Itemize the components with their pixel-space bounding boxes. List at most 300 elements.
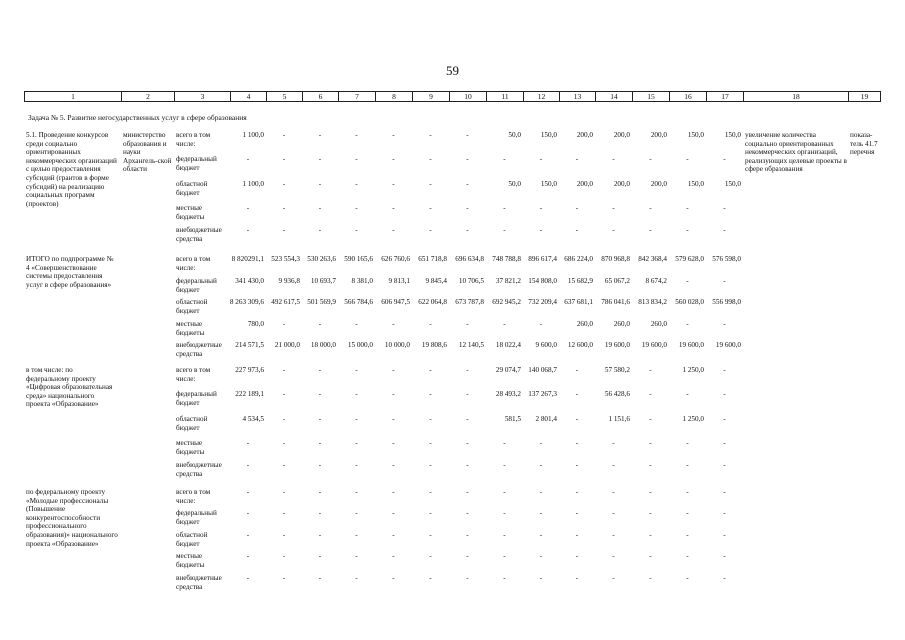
funding-value: 150,0 [687, 180, 704, 188]
funding-value: - [649, 439, 652, 447]
expected-result: увеличение количества социально ориентированных некоммерческих организаций, реализующих целевые проекты в сфере образования [745, 131, 847, 174]
funding-value: 606 947,5 [381, 298, 410, 306]
funding-value: - [246, 226, 250, 234]
column-number-6: 6 [303, 92, 339, 102]
funding-value: - [539, 155, 543, 163]
funding-value: - [318, 155, 322, 163]
column-number-3: 3 [175, 92, 231, 102]
funding-value: 140 068,7 [528, 366, 557, 374]
funding-value: - [282, 226, 286, 234]
funding-value: - [503, 461, 506, 469]
funding-value: - [466, 204, 469, 212]
funding-value: - [392, 131, 395, 139]
funding-value: - [686, 488, 689, 496]
funding-value: - [355, 131, 358, 139]
column-number-17: 17 [707, 92, 744, 102]
funding-value: 523 554,3 [271, 255, 300, 263]
funding-value: 29 074,7 [495, 366, 521, 374]
column-number-19: 19 [849, 92, 881, 102]
funding-value: - [686, 552, 689, 560]
funding-value: - [429, 155, 432, 163]
funding-value: 626 760,6 [381, 255, 410, 263]
funding-value: - [282, 320, 286, 328]
funding-value: - [723, 552, 726, 560]
funding-value: - [686, 277, 689, 285]
funding-value: - [355, 439, 358, 447]
funding-value: - [466, 390, 469, 398]
funding-value: 18 000,0 [310, 341, 336, 349]
funding-value: - [466, 226, 469, 234]
funding-value: 1 151,6 [608, 415, 630, 423]
funding-value: - [575, 204, 579, 212]
funding-value: 10 693,7 [310, 277, 336, 285]
funding-source-label: областной бюджет [176, 298, 208, 315]
funding-value: - [466, 574, 469, 582]
responsible-executor: министерство образования и науки Архангель-ской области [123, 131, 172, 174]
funding-source-label: всего в том числе: [176, 255, 211, 272]
funding-source-label: федеральный бюджет [176, 155, 217, 172]
funding-value: - [466, 415, 469, 423]
funding-value: 154 808,0 [528, 277, 557, 285]
funding-value: - [318, 488, 322, 496]
funding-value: 12 600,0 [567, 341, 593, 349]
funding-value: 12 140,5 [458, 341, 484, 349]
funding-value: 576 598,0 [712, 255, 741, 263]
funding-value: - [392, 488, 395, 496]
column-number-4: 4 [231, 92, 267, 102]
funding-value: 200,0 [576, 131, 593, 139]
funding-value: - [649, 415, 652, 423]
indicator-reference: показа-тель 41.7 перечня [850, 131, 878, 157]
funding-value: - [503, 439, 506, 447]
funding-value: - [429, 552, 432, 560]
funding-value: - [612, 461, 615, 469]
funding-value: - [723, 366, 726, 374]
funding-value: - [649, 488, 652, 496]
funding-value: - [575, 366, 579, 374]
funding-value: - [539, 488, 543, 496]
funding-value: - [612, 226, 615, 234]
funding-value: - [686, 226, 689, 234]
funding-value: 748 788,8 [492, 255, 521, 263]
funding-value: 227 973,6 [235, 366, 264, 374]
funding-value: - [246, 509, 250, 517]
funding-value: - [649, 509, 652, 517]
funding-value: 200,0 [650, 180, 667, 188]
funding-value: - [723, 488, 726, 496]
column-number-7: 7 [339, 92, 376, 102]
funding-value: - [392, 204, 395, 212]
funding-value: - [429, 415, 432, 423]
funding-value: 8 820291,1 [231, 255, 264, 263]
funding-value: 150,0 [687, 131, 704, 139]
funding-value: - [392, 509, 395, 517]
funding-value: - [429, 531, 432, 539]
funding-value: - [282, 390, 286, 398]
funding-value: 150,0 [724, 131, 741, 139]
funding-value: - [318, 226, 322, 234]
funding-value: - [612, 509, 615, 517]
funding-value: - [686, 461, 689, 469]
funding-value: - [575, 552, 579, 560]
funding-value: - [392, 180, 395, 188]
funding-value: 150,0 [540, 131, 557, 139]
funding-value: - [355, 390, 358, 398]
funding-value: - [466, 155, 469, 163]
funding-value: - [723, 531, 726, 539]
column-number-8: 8 [376, 92, 413, 102]
funding-value: 560 028,0 [675, 298, 704, 306]
funding-source-label: федеральный бюджет [176, 509, 217, 526]
funding-value: - [246, 531, 250, 539]
funding-value: - [282, 531, 286, 539]
activity-name: ИТОГО по подпрограмме № 4 «Совершенствование системы предоставления услуг в сфере образования» [26, 255, 114, 289]
funding-value: - [466, 131, 469, 139]
funding-value: - [575, 574, 579, 582]
funding-value: - [539, 439, 543, 447]
column-number-16: 16 [670, 92, 707, 102]
funding-value: 19 808,6 [421, 341, 447, 349]
funding-value: 896 617,4 [528, 255, 557, 263]
funding-value: - [466, 552, 469, 560]
funding-value: - [612, 155, 615, 163]
funding-value: 686 224,0 [564, 255, 593, 263]
funding-value: - [282, 155, 286, 163]
funding-value: - [355, 155, 358, 163]
funding-value: - [282, 180, 286, 188]
funding-value: - [429, 131, 432, 139]
funding-source-label: областной бюджет [176, 180, 208, 197]
funding-value: - [466, 488, 469, 496]
column-number-10: 10 [450, 92, 487, 102]
funding-value: - [355, 488, 358, 496]
funding-value: 222 189,1 [235, 390, 264, 398]
funding-value: - [686, 320, 689, 328]
funding-value: - [575, 155, 579, 163]
funding-source-label: внебюджетные средства [176, 574, 222, 591]
funding-value: - [392, 320, 395, 328]
funding-value: - [392, 390, 395, 398]
funding-value: - [282, 574, 286, 582]
funding-value: - [318, 461, 322, 469]
funding-value: 214 571,5 [235, 341, 264, 349]
funding-value: - [282, 461, 286, 469]
funding-value: 673 787,8 [455, 298, 484, 306]
funding-value: 200,0 [576, 180, 593, 188]
activity-name: 5.1. Проведение конкурсов среди социально ориентированных некоммерческих организаций с целью предоставления субсидий (грантов в форме субсидий) на реализацию социальных программ (проектов) [26, 131, 117, 208]
funding-value: - [503, 552, 506, 560]
funding-value: - [649, 461, 652, 469]
funding-value: - [723, 277, 726, 285]
funding-value: - [723, 390, 726, 398]
funding-value: - [723, 461, 726, 469]
funding-value: - [723, 204, 726, 212]
funding-value: - [686, 204, 689, 212]
funding-value: 50,0 [508, 131, 521, 139]
funding-value: - [318, 366, 322, 374]
funding-value: - [318, 131, 322, 139]
funding-source-label: федеральный бюджет [176, 277, 217, 294]
funding-value: - [612, 531, 615, 539]
funding-value: 622 064,8 [418, 298, 447, 306]
funding-value: 200,0 [613, 131, 630, 139]
funding-value: 9 936,8 [278, 277, 300, 285]
funding-value: 1 100,0 [242, 131, 264, 139]
funding-value: - [282, 439, 286, 447]
column-number-5: 5 [267, 92, 303, 102]
funding-value: - [282, 488, 286, 496]
funding-value: - [429, 366, 432, 374]
funding-source-label: местные бюджеты [176, 439, 205, 456]
funding-value: - [575, 509, 579, 517]
funding-value: 260,0 [576, 320, 593, 328]
funding-value: - [723, 415, 726, 423]
funding-value: - [503, 531, 506, 539]
funding-value: - [723, 439, 726, 447]
funding-value: 10 706,5 [458, 277, 484, 285]
funding-value: - [429, 204, 432, 212]
funding-value: 530 263,6 [307, 255, 336, 263]
funding-value: - [539, 531, 543, 539]
funding-value: - [686, 509, 689, 517]
funding-value: 692 945,2 [492, 298, 521, 306]
funding-value: - [612, 574, 615, 582]
funding-value: - [539, 574, 543, 582]
funding-value: - [503, 226, 506, 234]
funding-value: - [282, 415, 286, 423]
column-number-2: 2 [122, 92, 175, 102]
funding-value: - [318, 415, 322, 423]
funding-value: - [723, 155, 726, 163]
funding-value: - [686, 531, 689, 539]
funding-value: - [355, 226, 358, 234]
funding-value: - [429, 509, 432, 517]
funding-value: - [429, 226, 432, 234]
funding-value: - [318, 180, 322, 188]
funding-source-label: всего в том числе: [176, 488, 211, 505]
funding-value: - [723, 574, 726, 582]
funding-source-label: федеральный бюджет [176, 390, 217, 407]
funding-value: - [429, 320, 432, 328]
funding-value: - [649, 226, 652, 234]
funding-value: - [318, 552, 322, 560]
funding-value: - [686, 155, 689, 163]
funding-value: 566 784,6 [344, 298, 373, 306]
funding-value: 696 634,8 [455, 255, 484, 263]
funding-value: 8 263 309,6 [229, 298, 264, 306]
funding-value: - [246, 461, 250, 469]
funding-value: 9 600,0 [535, 341, 557, 349]
funding-value: - [392, 155, 395, 163]
funding-value: 200,0 [613, 180, 630, 188]
funding-value: - [612, 439, 615, 447]
funding-value: 842 368,4 [638, 255, 667, 263]
funding-value: - [539, 226, 543, 234]
column-number-14: 14 [596, 92, 633, 102]
funding-value: - [612, 204, 615, 212]
funding-value: 581,5 [504, 415, 521, 423]
funding-value: 18 022,4 [495, 341, 521, 349]
funding-value: - [318, 509, 322, 517]
funding-value: - [392, 226, 395, 234]
funding-value: - [318, 439, 322, 447]
funding-value: - [355, 204, 358, 212]
funding-value: 1 250,0 [682, 415, 704, 423]
funding-value: - [649, 574, 652, 582]
funding-value: - [355, 574, 358, 582]
column-number-15: 15 [633, 92, 670, 102]
funding-value: - [539, 461, 543, 469]
funding-value: 2 801,4 [535, 415, 557, 423]
funding-value: 150,0 [724, 180, 741, 188]
funding-value: 21 000,0 [274, 341, 300, 349]
funding-value: - [575, 531, 579, 539]
funding-value: - [318, 320, 322, 328]
page-number: 59 [446, 63, 459, 78]
funding-value: 732 209,4 [528, 298, 557, 306]
funding-value: - [575, 415, 579, 423]
funding-value: - [686, 390, 689, 398]
funding-value: 8 381,0 [351, 277, 373, 285]
funding-value: - [612, 552, 615, 560]
funding-value: - [392, 439, 395, 447]
funding-value: - [392, 415, 395, 423]
funding-value: - [355, 366, 358, 374]
funding-value: 260,0 [650, 320, 667, 328]
funding-value: 9 845,4 [425, 277, 447, 285]
funding-value: 50,0 [508, 180, 521, 188]
funding-source-label: местные бюджеты [176, 552, 205, 569]
funding-value: - [392, 366, 395, 374]
funding-value: 780,0 [247, 320, 264, 328]
funding-value: - [318, 204, 322, 212]
funding-value: - [246, 574, 250, 582]
funding-source-label: внебюджетные средства [176, 341, 222, 358]
funding-value: - [539, 320, 543, 328]
column-number-13: 13 [560, 92, 596, 102]
funding-value: - [246, 155, 250, 163]
funding-value: 341 430,0 [235, 277, 264, 285]
funding-source-label: местные бюджеты [176, 320, 205, 337]
funding-value: - [466, 439, 469, 447]
funding-value: - [466, 366, 469, 374]
funding-value: 501 569,9 [307, 298, 336, 306]
funding-value: 870 968,8 [601, 255, 630, 263]
funding-value: 1 100,0 [242, 180, 264, 188]
funding-source-label: внебюджетные средства [176, 226, 222, 243]
funding-value: - [318, 531, 322, 539]
funding-value: 556 998,0 [712, 298, 741, 306]
funding-value: - [246, 552, 250, 560]
funding-value: - [575, 390, 579, 398]
funding-value: - [429, 461, 432, 469]
funding-value: 28 493,2 [495, 390, 521, 398]
funding-value: - [392, 574, 395, 582]
funding-value: 57 580,2 [604, 366, 630, 374]
funding-source-label: всего в том числе: [176, 366, 211, 383]
funding-value: - [429, 390, 432, 398]
column-number-18: 18 [744, 92, 849, 102]
funding-value: - [392, 531, 395, 539]
funding-value: - [539, 509, 543, 517]
funding-value: - [355, 180, 358, 188]
funding-value: - [686, 574, 689, 582]
funding-value: - [466, 180, 469, 188]
funding-value: 579 628,0 [675, 255, 704, 263]
funding-value: - [246, 488, 250, 496]
funding-value: 9 813,1 [388, 277, 410, 285]
funding-value: - [429, 180, 432, 188]
column-header-row [24, 91, 881, 102]
funding-source-label: внебюджетные средства [176, 461, 222, 478]
funding-value: - [466, 320, 469, 328]
funding-value: - [503, 155, 506, 163]
funding-source-label: местные бюджеты [176, 204, 205, 221]
funding-value: - [723, 226, 726, 234]
funding-value: - [649, 552, 652, 560]
funding-value: - [503, 574, 506, 582]
funding-value: 19 600,0 [715, 341, 741, 349]
funding-value: - [355, 415, 358, 423]
activity-name: в том числе: по федеральному проекту «Цифровая образовательная среда» национального проекта «Образование» [26, 366, 113, 409]
funding-value: - [282, 509, 286, 517]
funding-value: 37 821,2 [495, 277, 521, 285]
funding-value: - [282, 131, 286, 139]
funding-value: 15 682,9 [567, 277, 593, 285]
funding-value: - [355, 552, 358, 560]
funding-value: - [503, 204, 506, 212]
funding-value: 19 600,0 [641, 341, 667, 349]
funding-value: - [649, 390, 652, 398]
funding-value: - [539, 204, 543, 212]
column-number-9: 9 [413, 92, 450, 102]
funding-value: - [575, 488, 579, 496]
funding-value: - [466, 531, 469, 539]
funding-value: - [282, 204, 286, 212]
funding-value: - [649, 531, 652, 539]
funding-value: 56 428,6 [604, 390, 630, 398]
funding-value: - [282, 552, 286, 560]
activity-name: по федеральному проекту «Молодые профессионалы (Повышение конкурентоспособности профессионального образования)» национального проекта «Образование» [26, 488, 118, 548]
funding-value: - [686, 439, 689, 447]
funding-value: 200,0 [650, 131, 667, 139]
funding-value: - [429, 574, 432, 582]
funding-value: - [466, 461, 469, 469]
funding-value: - [355, 461, 358, 469]
funding-value: 260,0 [613, 320, 630, 328]
funding-value: 10 000,0 [384, 341, 410, 349]
funding-value: - [575, 226, 579, 234]
funding-value: - [318, 390, 322, 398]
funding-value: 637 681,1 [564, 298, 593, 306]
funding-value: 65 067,2 [604, 277, 630, 285]
funding-source-label: всего в том числе: [176, 131, 211, 148]
funding-value: - [355, 531, 358, 539]
funding-value: - [392, 552, 395, 560]
funding-value: - [503, 320, 506, 328]
funding-value: - [723, 509, 726, 517]
funding-value: - [723, 320, 726, 328]
funding-value: - [282, 366, 286, 374]
funding-value: 8 674,2 [645, 277, 667, 285]
funding-value: - [575, 461, 579, 469]
funding-value: 786 041,6 [601, 298, 630, 306]
funding-value: - [539, 552, 543, 560]
funding-value: - [318, 574, 322, 582]
column-number-1: 1 [25, 92, 122, 102]
funding-value: 19 600,0 [678, 341, 704, 349]
funding-value: - [429, 488, 432, 496]
